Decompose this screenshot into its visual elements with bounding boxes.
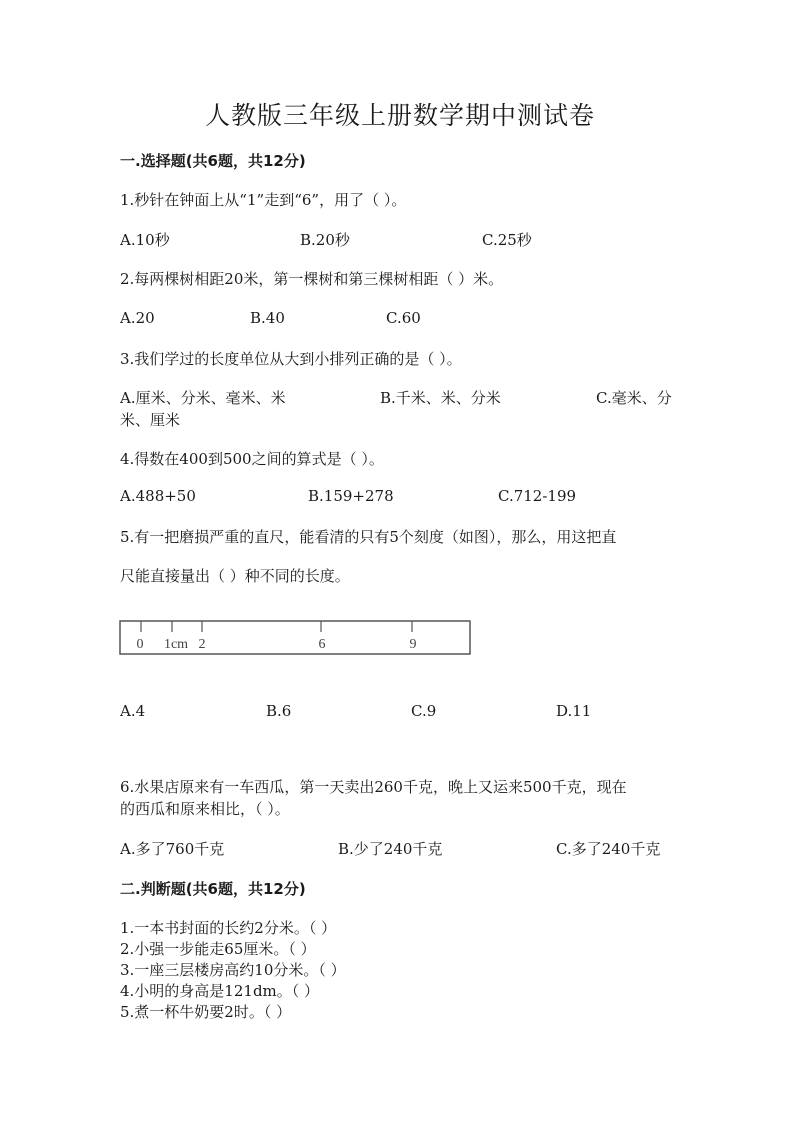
ruler-label-9: 9	[409, 637, 417, 652]
q5-option-c: C.9	[411, 702, 437, 720]
q4-option-c: C.712-199	[498, 487, 577, 505]
q1-option-b: B.20秒	[300, 231, 350, 249]
q4-option-b: B.159+278	[308, 487, 394, 505]
ruler-label-0: 0	[136, 637, 144, 652]
ruler-label-2: 2	[198, 637, 206, 652]
ruler-label-6: 6	[318, 637, 326, 652]
q6-option-c: C.多了240千克	[556, 840, 661, 858]
question-2: 2.每两棵树相距20米，第一棵树和第三棵树相距（ ）米。	[120, 270, 504, 288]
page-title: 人教版三年级上册数学期中测试卷	[204, 101, 595, 130]
question-6-line-1: 6.水果店原来有一车西瓜，第一天卖出260千克，晚上又运来500千克，现在	[120, 778, 627, 796]
q3-option-c-continued: 米、厘米	[120, 411, 181, 429]
q3-option-c: C.毫米、分	[596, 389, 672, 407]
q2-option-b: B.40	[250, 309, 285, 327]
q1-option-c: C.25秒	[482, 231, 532, 249]
judgement-item-1: 1.一本书封面的长约2分米。（ ）	[120, 919, 337, 937]
q5-option-a: A.4	[120, 702, 146, 720]
q1-option-a: A.10秒	[120, 231, 170, 249]
question-5-line-1: 5.有一把磨损严重的直尺，能看清的只有5个刻度（如图），那么，用这把直	[120, 528, 617, 546]
judgement-item-2: 2.小强一步能走65厘米。（ ）	[120, 940, 316, 958]
judgement-item-4: 4.小明的身高是121dm。（ ）	[120, 982, 320, 1000]
q6-option-b: B.少了240千克	[338, 840, 443, 858]
q2-option-a: A.20	[120, 309, 155, 327]
ruler-figure	[118, 612, 478, 660]
question-6-line-2: 的西瓜和原来相比，（ ）。	[120, 800, 290, 818]
judgement-item-3: 3.一座三层楼房高约10分米。（ ）	[120, 961, 346, 979]
q5-option-d: D.11	[556, 702, 592, 720]
question-4: 4.得数在400到500之间的算式是（ ）。	[120, 450, 384, 468]
question-3: 3.我们学过的长度单位从大到小排列正确的是（ ）。	[120, 350, 462, 368]
judgement-item-5: 5.煮一杯牛奶要2时。（ ）	[120, 1003, 292, 1021]
section-heading-choice: 一.选择题(共6题，共12分)	[120, 152, 306, 170]
question-5-line-2: 尺能直接量出（ ）种不同的长度。	[120, 567, 350, 585]
q3-option-b: B.千米、米、分米	[380, 389, 501, 407]
section-heading-judgement: 二.判断题(共6题，共12分)	[120, 880, 306, 898]
ruler-label-1cm: 1cm	[163, 637, 189, 652]
q5-option-b: B.6	[266, 702, 292, 720]
question-1: 1.秒针在钟面上从“1”走到“6”，用了（ ）。	[120, 191, 407, 209]
q3-option-a: A.厘米、分米、毫米、米	[120, 389, 286, 407]
q6-option-a: A.多了760千克	[120, 840, 225, 858]
q2-option-c: C.60	[386, 309, 421, 327]
q4-option-a: A.488+50	[120, 487, 196, 505]
